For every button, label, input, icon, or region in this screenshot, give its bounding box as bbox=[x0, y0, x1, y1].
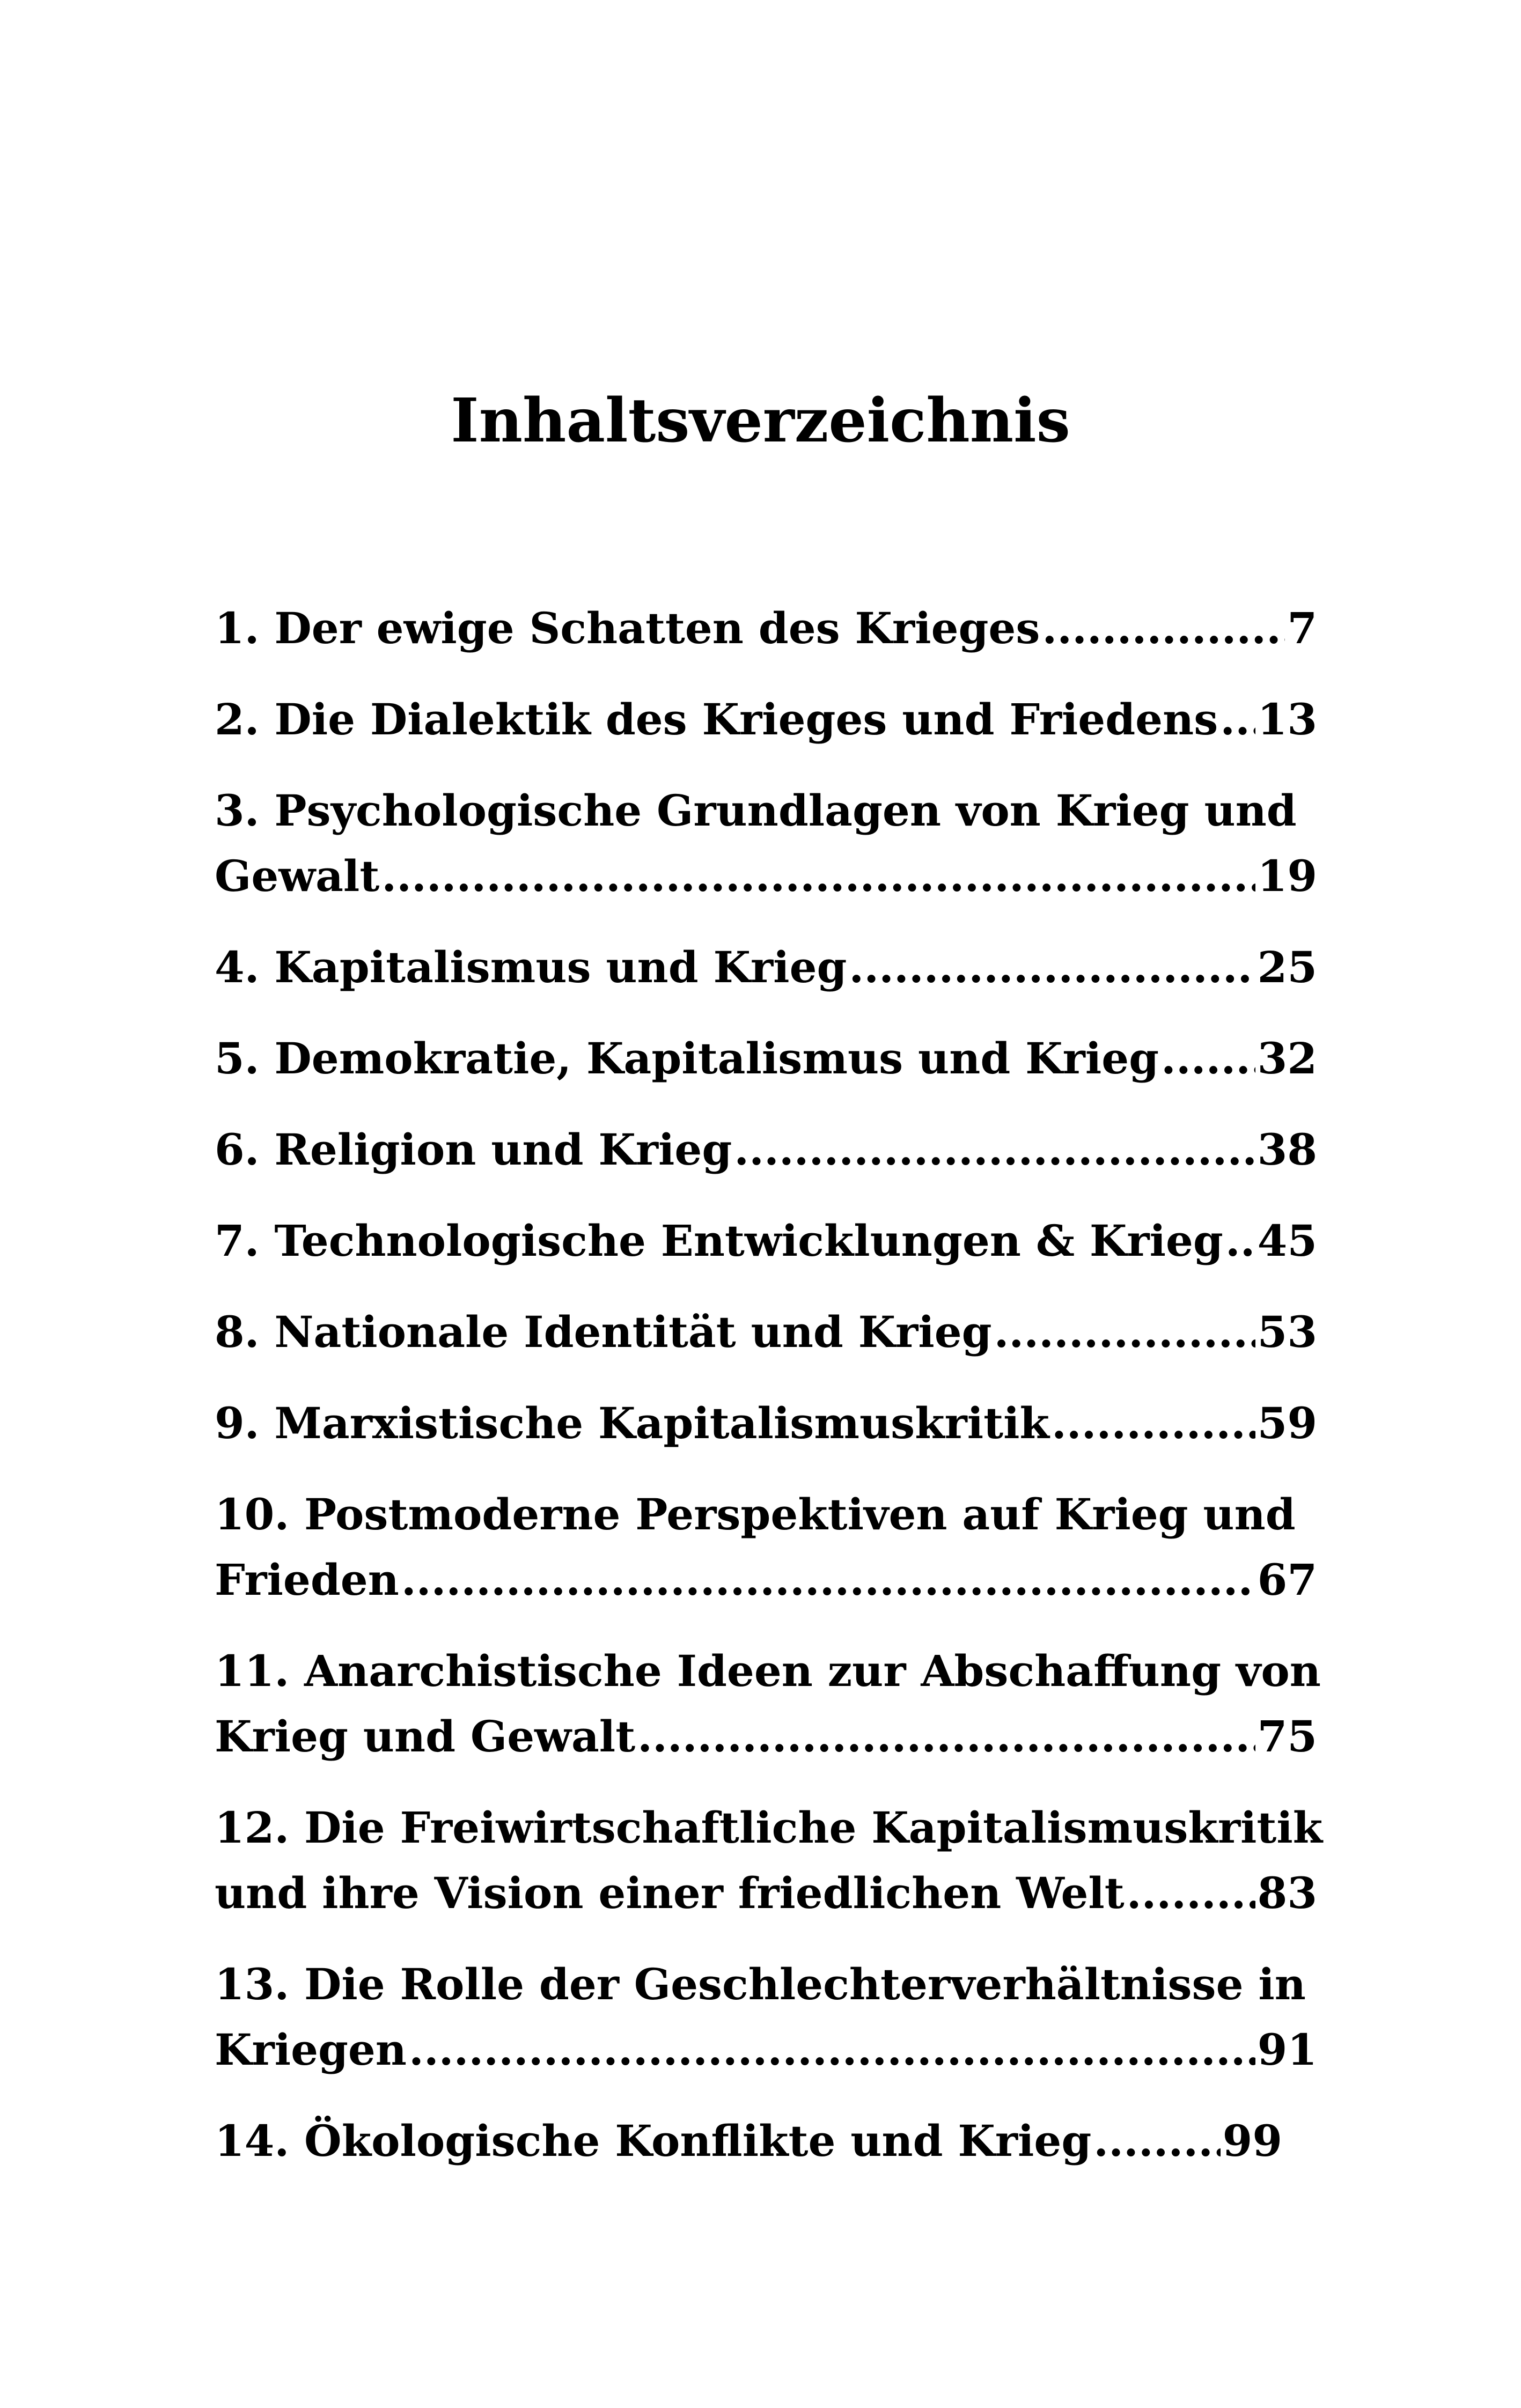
toc-entry bbox=[215, 1026, 1317, 1091]
toc-entry-title: 6. Religion und Krieg bbox=[215, 1124, 732, 1175]
dot-leader bbox=[637, 1704, 1255, 1769]
toc-entry-row bbox=[215, 687, 1317, 752]
toc-entry bbox=[215, 687, 1317, 752]
toc-entry bbox=[215, 1638, 1321, 1769]
toc-entry-title: 8. Nationale Identität und Krieg bbox=[215, 1307, 992, 1357]
toc-page-number: 53 bbox=[1257, 1307, 1317, 1357]
dot-leader bbox=[1042, 595, 1285, 661]
dot-leader bbox=[994, 1299, 1255, 1365]
toc-entry-title: Krieg und Gewalt bbox=[215, 1711, 636, 1762]
toc-entry-row bbox=[215, 1299, 1317, 1365]
toc-entry bbox=[215, 1795, 1323, 1926]
toc-entry-row bbox=[215, 2108, 1282, 2174]
toc-page-number: 83 bbox=[1257, 1868, 1317, 1918]
toc-entry-title: 2. Die Dialektik des Krieges und Friedens bbox=[215, 694, 1218, 745]
toc-entry-row bbox=[215, 1026, 1317, 1091]
toc-entry-row bbox=[215, 1117, 1317, 1182]
dot-leader bbox=[1093, 2108, 1220, 2174]
toc-entry bbox=[215, 934, 1317, 1000]
toc-entry-row bbox=[215, 1860, 1317, 1926]
toc-page-number: 91 bbox=[1257, 2024, 1317, 2075]
toc-entry-row bbox=[215, 1208, 1317, 1273]
toc-entry-row bbox=[215, 595, 1317, 661]
toc-page-number: 67 bbox=[1257, 1555, 1317, 1605]
toc-page-number: 59 bbox=[1257, 1398, 1317, 1448]
toc-entry-title: und ihre Vision einer friedlichen Welt bbox=[215, 1868, 1125, 1918]
dot-leader bbox=[409, 2017, 1255, 2082]
toc-entry-row bbox=[215, 1547, 1317, 1612]
toc-page-number: 13 bbox=[1257, 694, 1317, 745]
toc-entry-title: 5. Demokratie, Kapitalismus und Krieg bbox=[215, 1033, 1159, 1084]
toc-entry-title-line: 12. Die Freiwirtschaftliche Kapitalismuskritik bbox=[215, 1802, 1323, 1853]
toc-entry-title: 9. Marxistische Kapitalismuskritik bbox=[215, 1398, 1049, 1448]
toc-entry-title: Frieden bbox=[215, 1555, 399, 1605]
toc-page-number: 38 bbox=[1257, 1124, 1317, 1175]
toc-entry-title: Gewalt bbox=[215, 851, 380, 901]
toc-entry-row bbox=[215, 843, 1317, 909]
toc-entry-title-line: 13. Die Rolle der Geschlechterverhältnisse in bbox=[215, 1959, 1306, 2009]
dot-leader bbox=[1225, 1208, 1255, 1273]
toc-entry bbox=[215, 595, 1317, 661]
toc-entry-row bbox=[215, 2017, 1317, 2082]
toc-entry-title-line: 3. Psychologische Grundlagen von Krieg und bbox=[215, 785, 1297, 836]
toc-entry-title: 4. Kapitalismus und Krieg bbox=[215, 942, 847, 992]
toc-entry-title: 14. Ökologische Konflikte und Krieg bbox=[215, 2116, 1092, 2166]
toc-page-number: 99 bbox=[1222, 2116, 1282, 2166]
dot-leader bbox=[401, 1547, 1255, 1612]
toc-entry-row bbox=[215, 934, 1317, 1000]
toc-entry-title: Kriegen bbox=[215, 2024, 407, 2075]
toc-entry bbox=[215, 1299, 1317, 1365]
toc-entry bbox=[215, 778, 1317, 909]
table-of-contents bbox=[215, 595, 1323, 2199]
toc-entry-title: 1. Der ewige Schatten des Krieges bbox=[215, 603, 1040, 653]
toc-entry-title: 7. Technologische Entwicklungen & Krieg bbox=[215, 1216, 1223, 1266]
toc-page-number: 19 bbox=[1257, 851, 1317, 901]
toc-entry bbox=[215, 1482, 1317, 1612]
dot-leader bbox=[734, 1117, 1255, 1182]
dot-leader bbox=[1220, 687, 1255, 752]
toc-entry-title-line: 11. Anarchistische Ideen zur Abschaffung von bbox=[215, 1646, 1321, 1696]
toc-entry bbox=[215, 1117, 1317, 1182]
toc-entry bbox=[215, 1390, 1317, 1456]
toc-entry-title-line: 10. Postmoderne Perspektiven auf Krieg und bbox=[215, 1489, 1296, 1540]
dot-leader bbox=[1052, 1390, 1255, 1456]
toc-entry-row bbox=[215, 1704, 1317, 1769]
toc-page-number: 75 bbox=[1257, 1711, 1317, 1762]
page-title: Inhaltsverzeichnis bbox=[451, 386, 1070, 456]
toc-page-number: 7 bbox=[1287, 603, 1317, 653]
dot-leader bbox=[849, 934, 1255, 1000]
toc-page-number: 32 bbox=[1257, 1033, 1317, 1084]
toc-page-number: 25 bbox=[1257, 942, 1317, 992]
toc-entry bbox=[215, 1208, 1317, 1273]
toc-page-number: 45 bbox=[1257, 1216, 1317, 1266]
toc-entry bbox=[215, 2108, 1317, 2174]
dot-leader bbox=[1161, 1026, 1255, 1091]
dot-leader bbox=[381, 843, 1255, 909]
toc-entry-row bbox=[215, 1390, 1317, 1456]
dot-leader bbox=[1127, 1860, 1255, 1926]
toc-entry bbox=[215, 1952, 1317, 2082]
